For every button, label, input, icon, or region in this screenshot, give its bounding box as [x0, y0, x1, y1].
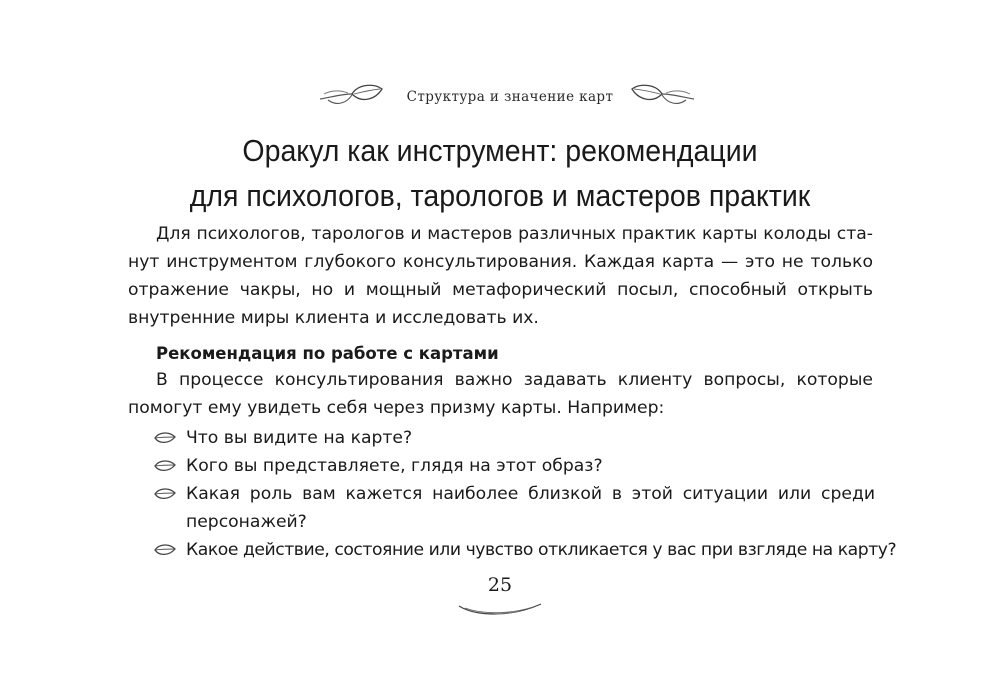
leaf-bullet-icon: [153, 431, 177, 445]
page-title: [132, 128, 868, 218]
section-heading: Рекомендация по работе с картами: [156, 344, 499, 363]
list-item: [150, 424, 875, 452]
title-line-1: Оракул как инструмент: рекомендации: [242, 133, 758, 168]
running-header: [0, 78, 1000, 112]
paragraph-line: Для психологов, тарологов и мастеров различных практик карты колоды ста-: [156, 224, 873, 244]
list-item: [150, 452, 875, 480]
paragraph-line: нут инструментом глубокого консультирования. Каждая карта — это не только: [128, 252, 873, 272]
question-text: Какая роль вам кажется наиболее близкой в этой ситуации или среди: [186, 484, 875, 504]
intro-paragraph: [128, 220, 873, 332]
leaf-bullet-icon: [153, 459, 177, 473]
running-header-title: Структура и значение карт: [406, 89, 614, 105]
leaf-ornament-icon: [630, 80, 696, 110]
question-text: персонажей?: [186, 512, 307, 532]
paragraph-line: В процессе консультирования важно задавать клиенту вопросы, которые: [156, 370, 873, 390]
leaf-bullet-icon: [153, 543, 177, 557]
list-item: [150, 536, 897, 564]
title-line-2: для психологов, тарологов и мастеров практик: [189, 178, 811, 213]
list-item: [150, 480, 875, 536]
paragraph-line: внутренние миры клиента и исследовать их.: [128, 308, 539, 328]
question-list: [150, 424, 897, 564]
leaf-bullet-icon: [153, 487, 177, 501]
question-text: Кого вы представляете, глядя на этот образ?: [186, 456, 603, 476]
swoosh-ornament-icon: [455, 598, 545, 620]
question-text: Какое действие, состояние или чувство откликается у вас при взгляде на карту?: [186, 540, 897, 560]
paragraph-line: помогут ему увидеть себя через призму карты. Например:: [128, 398, 665, 418]
paragraph-line: отражение чакры, но и мощный метафорический посыл, способный открыть: [128, 280, 873, 300]
section-paragraph: [128, 366, 873, 422]
question-text: Что вы видите на карте?: [186, 428, 413, 448]
page-number: 25: [487, 574, 513, 596]
leaf-ornament-icon: [318, 80, 384, 110]
